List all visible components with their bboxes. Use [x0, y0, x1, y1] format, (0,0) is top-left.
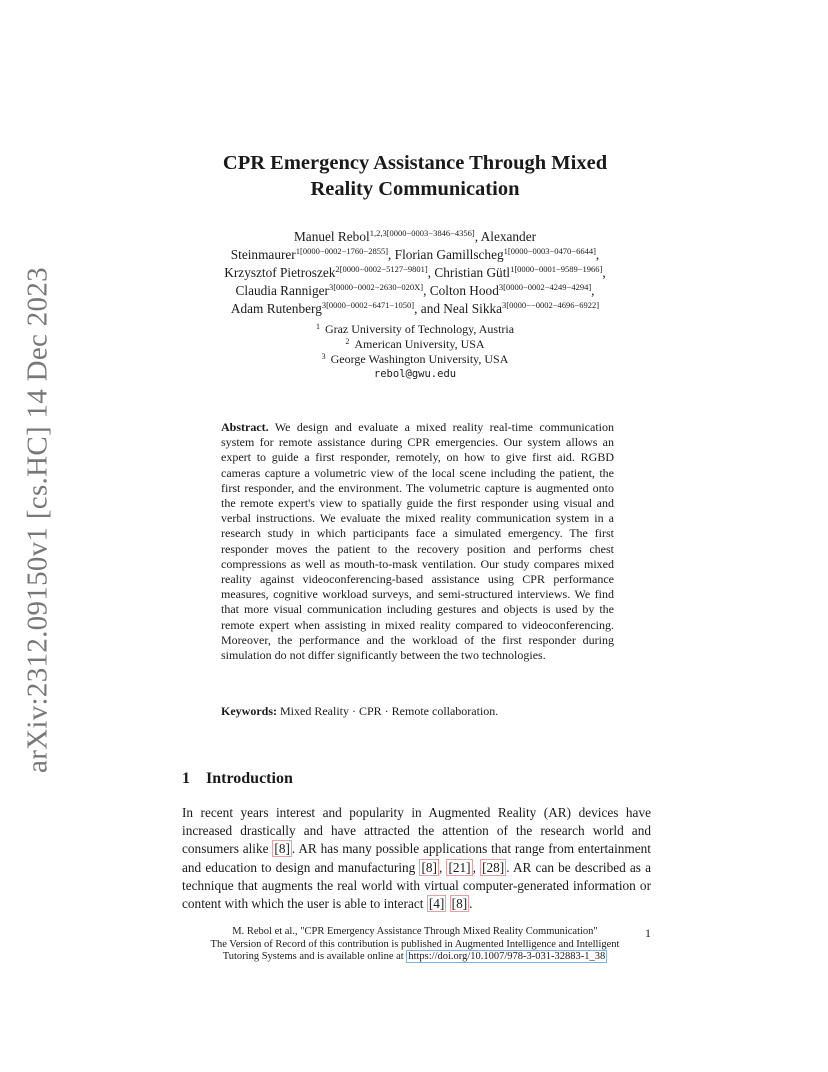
- author-orcid: 1[0000−0001−9589−1966]: [510, 264, 603, 274]
- arxiv-identifier: arXiv:2312.09150v1 [cs.HC] 14 Dec 2023: [21, 267, 54, 773]
- affiliation-1: $^1$ Graz University of Technology, Austria: [315, 322, 515, 336]
- author-orcid: 3[0000−0002−4249−4294]: [498, 282, 592, 292]
- abstract: [221, 420, 614, 663]
- keywords-text: Mixed Reality · CPR · Remote collaboration.: [280, 704, 499, 718]
- author-line-4: [160, 282, 670, 300]
- title-line-1: CPR Emergency Assistance Through Mixed: [222, 152, 608, 174]
- introduction-paragraph: In recent years interest and popularity in Augmented Reality (AR) devices have increased drastically and have attracted the attention of the research world and consumers alike [8] . AR has many possible applications that range from entertainment and education to design and manufacturing [8] , [21] , [28] . AR can be described as a technique that augments the real world with virtual computer-generated information or content with which the user is able to interact [4] [8] .: [182, 805, 652, 912]
- author-orcid: 3[0000−−0002−4696−6922]: [502, 300, 600, 310]
- author-line-5: [160, 300, 670, 318]
- citation-link[interactable]: [8]: [421, 859, 437, 875]
- author-separator: , Alexander: [474, 229, 537, 244]
- footnote: [160, 926, 670, 964]
- author-name: Krzysztof Pietroszek: [224, 265, 336, 280]
- author-name: , Colton Hood: [423, 283, 499, 298]
- keywords-label: Keywords:: [221, 704, 277, 718]
- author-separator: ,: [591, 283, 595, 298]
- section-title: Introduction: [206, 770, 293, 787]
- author-list: [160, 228, 670, 318]
- author-separator: ,: [602, 265, 606, 280]
- author-orcid: 3[0000−0002−2630−020X]: [328, 282, 424, 292]
- abstract-label: Abstract.: [221, 420, 269, 434]
- author-line-3: [160, 264, 670, 282]
- author-name: Claudia Ranniger: [235, 283, 329, 298]
- section-number: 1: [182, 770, 190, 787]
- author-orcid: 3[0000−0002−6471−1050]: [321, 300, 415, 310]
- author-line-2: [160, 246, 670, 264]
- author-separator: ,: [595, 247, 600, 262]
- author-orcid: 2[0000−0002−5127−9801]: [335, 264, 428, 274]
- page-number: 1: [645, 926, 651, 940]
- paper-title: [160, 150, 670, 202]
- abstract-text: We design and evaluate a mixed reality real-time communication system for remote assistance during CPR emergencies. Our system allows an expert to guide a first responder, remotely, on how to give first aid. RGBD cameras capture a volumetric view of the local scene including the patient, the first responder, and the environment. The volumetric capture is augmented onto the remote expert's view to spatially guide the first responder using visual and verbal instructions. We evaluate the mixed reality communication system in a research study in which participants face a simulated emergency. The first responder moves the patient to the recovery position and performs chest compressions as well as mouth-to-mask ventilation. Our study compares mixed reality against videoconferencing-based assistance using CPR performance measures, cognitive workload surveys, and semi-structured interviews. We find that more visual communication including gestures and objects is used by the remote expert when assisting in mixed reality compared to videoconferencing. Moreover, the performance and the workload of the first responder during simulation do not differ significantly between the two technologies.: [221, 420, 614, 663]
- author-name: , Florian Gamillscheg: [388, 247, 504, 262]
- citation-link[interactable]: [21]: [448, 859, 471, 875]
- author-orcid: 1[0000−0002−1760−2855]: [295, 246, 389, 256]
- affiliation-2: $^2$ American University, USA: [345, 337, 485, 351]
- citation-link[interactable]: [4]: [428, 896, 445, 912]
- author-name: Manuel Rebol: [293, 229, 370, 244]
- author-orcid: 1[0000−0003−0470−6644]: [503, 246, 596, 256]
- footnote-line-1: M. Rebol et al., "CPR Emergency Assistance Through Mixed Reality Communication": [232, 926, 598, 937]
- citation-link[interactable]: [28]: [482, 859, 505, 875]
- citation-link[interactable]: [8]: [451, 896, 468, 912]
- author-name: Adam Rutenberg: [230, 301, 322, 316]
- contact-email: rebol@gwu.edu: [373, 368, 457, 380]
- author-name: , and Neal Sikka: [414, 301, 503, 316]
- section-heading: [182, 770, 293, 788]
- title-line-2: Reality Communication: [310, 178, 520, 200]
- doi-link[interactable]: https://doi.org/10.1007/978-3-031-32883-1_38: [408, 951, 606, 962]
- author-name: , Christian Gütl: [427, 265, 511, 280]
- footnote-line-3: Tutoring Systems and is available online at https://doi.org/10.1007/978-3-031-32883-1_38: [222, 951, 606, 962]
- author-name: Steinmaurer: [230, 247, 296, 262]
- citation-link[interactable]: [8]: [274, 841, 290, 857]
- keywords: [221, 704, 614, 719]
- affiliation-3: $^3$ George Washington University, USA: [321, 352, 509, 366]
- affiliations: [160, 322, 670, 382]
- author-line-1: [160, 228, 670, 246]
- author-orcid: 1,2,3[0000−0003−3846−4356]: [369, 228, 475, 238]
- footnote-line-2: The Version of Record of this contribution is published in Augmented Intelligence and Intelligent: [210, 938, 620, 950]
